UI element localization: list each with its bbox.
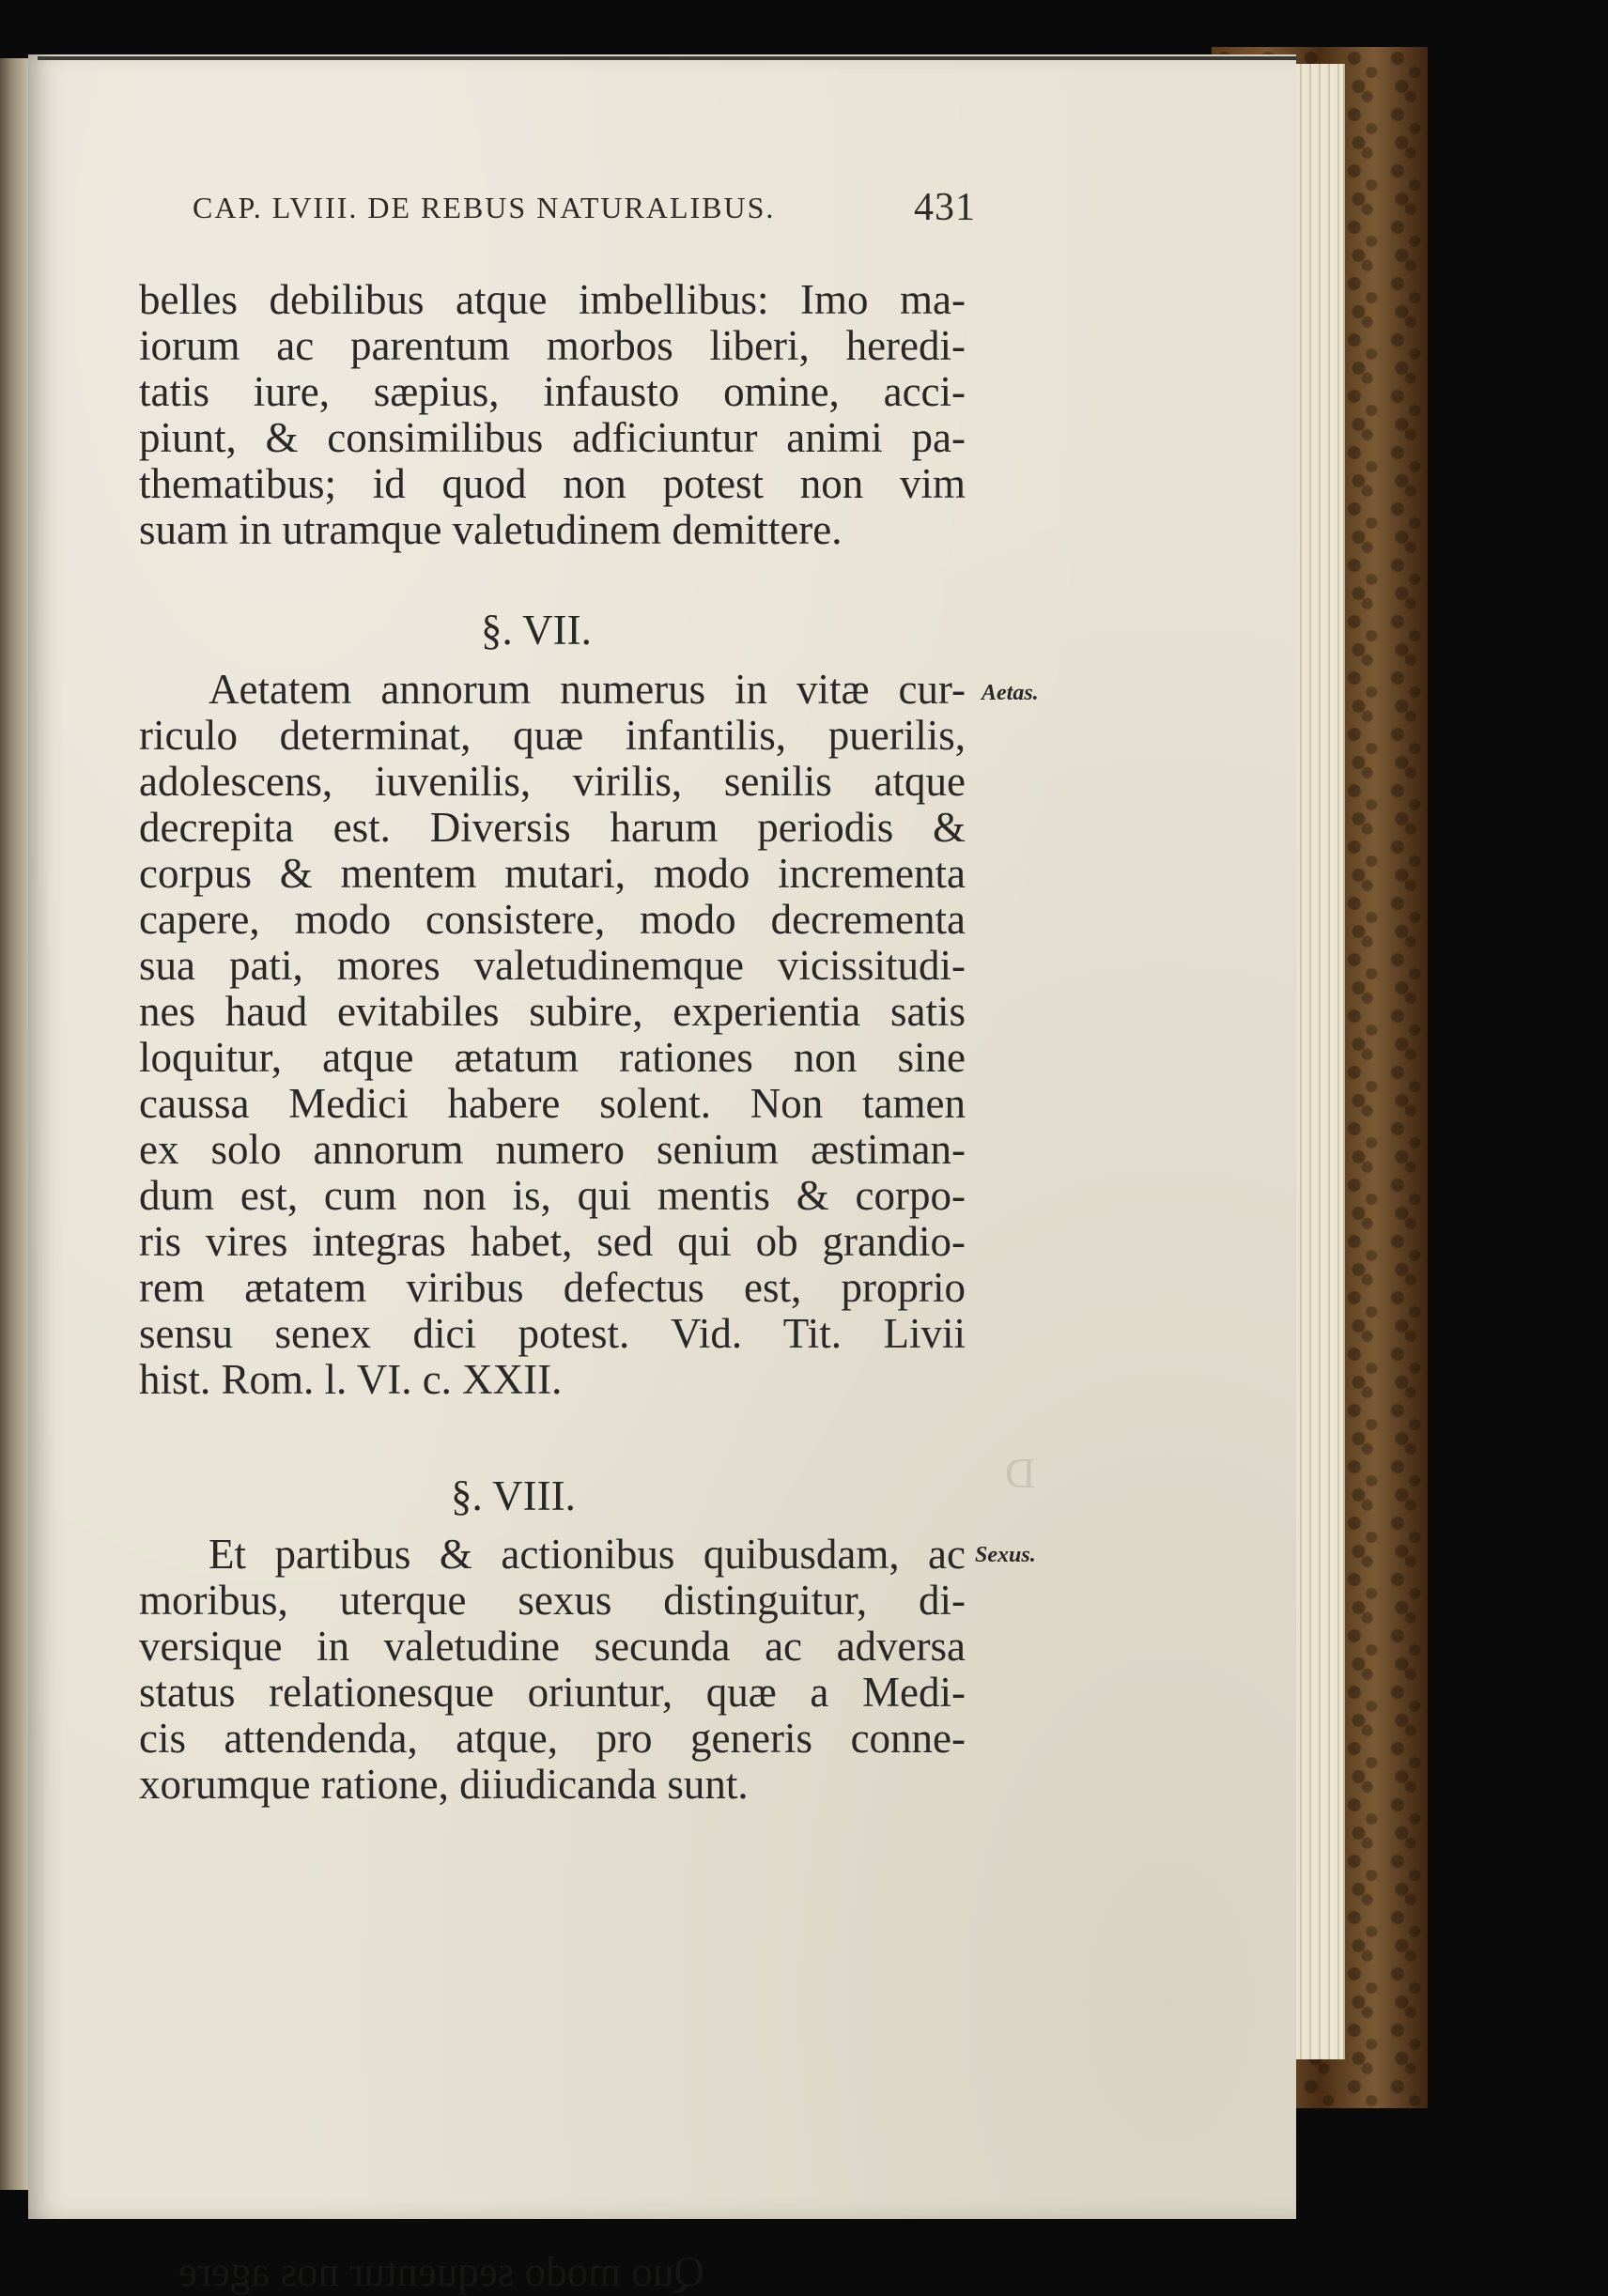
section-heading-vii: §. VII. — [481, 607, 592, 654]
running-head — [193, 186, 1000, 229]
text-line: decrepita est. Diversis harum periodis & — [139, 804, 966, 851]
text-line: versique in valetudine secunda ac adversa — [139, 1623, 966, 1670]
running-head-title: CAP. LVIII. DE REBUS NATURALIBUS. — [193, 191, 776, 224]
text-line: Et partibus & actionibus quibusdam, ac — [209, 1531, 966, 1578]
text-line: thematibus; id quod non potest non vim — [139, 460, 966, 507]
text-line: adolescens, iuvenilis, virilis, senilis atque — [139, 758, 966, 805]
text-line: cis attendenda, atque, pro generis conne- — [139, 1715, 966, 1762]
text-line: xorumque ratione, diiudicanda sunt. — [139, 1761, 749, 1808]
margin-note-aetas: Aetas. — [982, 681, 1039, 705]
text-line: status relationesque oriuntur, quæ a Medi- — [139, 1669, 966, 1716]
text-line: corpus & mentem mutari, modo incrementa — [139, 850, 966, 897]
text-line: sua pati, mores valetudinemque vicissitudi- — [139, 942, 966, 989]
text-line: capere, modo consistere, modo decrementa — [139, 896, 966, 943]
show-through-d: D — [1005, 1450, 1036, 1497]
text-line: nes haud evitabiles subire, experientia satis — [139, 988, 966, 1035]
text-line: ris vires integras habet, sed qui ob grandio- — [139, 1218, 966, 1265]
text-line: ex solo annorum numero senium æstiman- — [139, 1126, 966, 1173]
text-line: belles debilibus atque imbellibus: Imo ma- — [139, 276, 966, 323]
page-number: 431 — [914, 186, 976, 229]
text-line: hist. Rom. l. VI. c. XXII. — [139, 1356, 563, 1403]
text-line: iorum ac parentum morbos liberi, heredi- — [139, 322, 966, 369]
section-heading-viii: §. VIII. — [451, 1472, 576, 1519]
show-through-text: Quo modo sequentur nos agere — [178, 2248, 704, 2295]
text-line: suam in utramque valetudinem demittere. — [139, 506, 843, 553]
text-line: piunt, & consimilibus adficiuntur animi pa- — [139, 414, 966, 461]
text-line: rem ætatem viribus defectus est, proprio — [139, 1264, 966, 1311]
text-line: caussa Medici habere solent. Non tamen — [139, 1080, 966, 1127]
page-top-edge — [38, 56, 1296, 60]
text-line: Aetatem annorum numerus in vitæ cur- — [209, 666, 966, 713]
text-line: moribus, uterque sexus distinguitur, di- — [139, 1577, 966, 1624]
text-line: loquitur, atque ætatum rationes non sine — [139, 1034, 966, 1081]
previous-page-sliver — [0, 58, 32, 2190]
text-line: riculo determinat, quæ infantilis, puerilis, — [139, 712, 966, 759]
text-line: tatis iure, sæpius, infausto omine, acci- — [139, 368, 966, 415]
text-line: dum est, cum non is, qui mentis & corpo- — [139, 1172, 966, 1219]
margin-note-sexus: Sexus. — [975, 1543, 1036, 1567]
text-line: sensu senex dici potest. Vid. Tit. Livii — [139, 1310, 966, 1357]
